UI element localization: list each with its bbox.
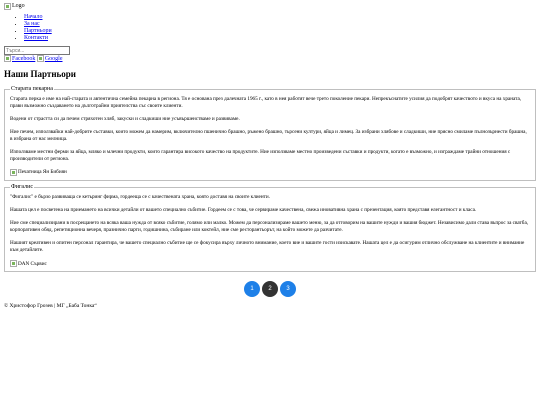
social-links [4, 55, 536, 63]
partner-image [10, 260, 530, 267]
nav-item-home [24, 14, 536, 21]
logo-alt-text: Logo [12, 2, 25, 9]
page-button-3[interactable]: 3 [280, 281, 296, 297]
nav-item-partners [24, 28, 536, 35]
partner-paragraph: Ние печем, използвайки най-добрите съставки, които можем да намерим, включително пшенично брашно, ръжено брашно, тьрсени култури, яйца и лимец. За избрани хлябове и сладкиши, ние прясно смиламе пълнозърнести брашна, в избрана от нас мелница. [10, 129, 527, 143]
nav-link-contacts[interactable]: Контакти [24, 35, 48, 41]
nav-link-partners[interactable]: Партньори [24, 28, 52, 34]
partner-paragraph: Водени от страстта си да печем стряхотен хляб, закуски и сладкиши ние усъвършенстваме и развиваме. [10, 116, 240, 123]
partner-image-alt: DAN Сървис [18, 260, 47, 267]
footer-copyright: © Христофор Грозев | МГ „Баба Тонка“ [4, 303, 97, 310]
partner-image [10, 169, 530, 176]
google-label: Google [44, 56, 63, 62]
facebook-icon [4, 55, 11, 62]
partner-paragraph: Използваме местни ферми за яйца, мляко и млечни продукти, които гарантира високото качество на продуктите. Ние използваме местно произведени съставки и продукти, когато е възможно, и изграждаме трайни отношения с производители от региона. [10, 149, 511, 163]
partner-legend: Старата пекарна [11, 85, 53, 92]
partner-paragraph: Старата перка е име на най-старата и автентична семейна пекарна в региона. Тя е основана през далечната 1965 г., като в нея работят вече трето поколение пекари. Непрекъснатите усилия да подобрят качеството и вкуса на храната, прави възможно създаването на дълготрайни приятелства със своите клиенти. [10, 95, 522, 109]
nav-item-about [24, 21, 536, 28]
page-button-2[interactable]: 2 [262, 281, 278, 297]
nav-item-contacts [24, 35, 536, 42]
page-button-1[interactable]: 1 [244, 281, 260, 297]
partner-paragraph: Нашата цел е посветена на приемането на всички детайли от вашето специално събитие. Гордеем се с това, че сервираме качествена, свежа иновативна храна с презентация, която представя елегантност и класа. [10, 207, 477, 214]
search-input[interactable] [4, 46, 70, 55]
partner-card-old-bakery [4, 86, 536, 181]
search-form [4, 46, 536, 55]
nav-link-home[interactable]: Начало [24, 14, 43, 20]
partner-image-alt: Печатница Ян Бибиян [18, 169, 67, 176]
partner-paragraph: Ние сме специализирани в посрещането на всяка ваша нужда от всяко събитие, голямо или малко. Можем да персонализираме вашето меню, за да отговорим на вашите нужди и вашия бюджет. Независимо дали става въпрос за сватба, корпоративен обяд, репетиционна вечеря, празнично парти, годишнина, събиране или коктейл, ние сме ресторантьорът, на който можете да разчитате. [10, 220, 529, 234]
nav-link-about[interactable]: За нас [24, 21, 40, 27]
broken-image-icon [4, 3, 11, 10]
google-link[interactable] [37, 56, 63, 62]
site-logo[interactable] [4, 2, 536, 11]
page-title: Наши Партньори [4, 69, 76, 79]
partner-paragraph: "Фигалис" е бързо развиваща се кетъринг фирма, гордееща се с качествената храна, която доставя на своите клиенти. [10, 194, 270, 201]
main-nav [4, 14, 536, 42]
partner-legend: Фигалис [11, 184, 33, 191]
pagination [4, 281, 536, 297]
google-icon [37, 55, 44, 62]
facebook-link[interactable] [4, 56, 35, 62]
broken-image-icon [10, 169, 17, 176]
broken-image-icon [10, 260, 17, 267]
facebook-label: Facebook [12, 56, 36, 62]
partner-paragraph: Нашият креативен и опитен персонал гарантира, че вашето специално събитие ще се фокусира върху личното внимание, което вие и вашите гости изискавате. Нашата цел е да осигурим отличнo обслужване на клиентите и внимание към детайлите. [10, 240, 525, 254]
partner-card-figalis [4, 184, 536, 272]
